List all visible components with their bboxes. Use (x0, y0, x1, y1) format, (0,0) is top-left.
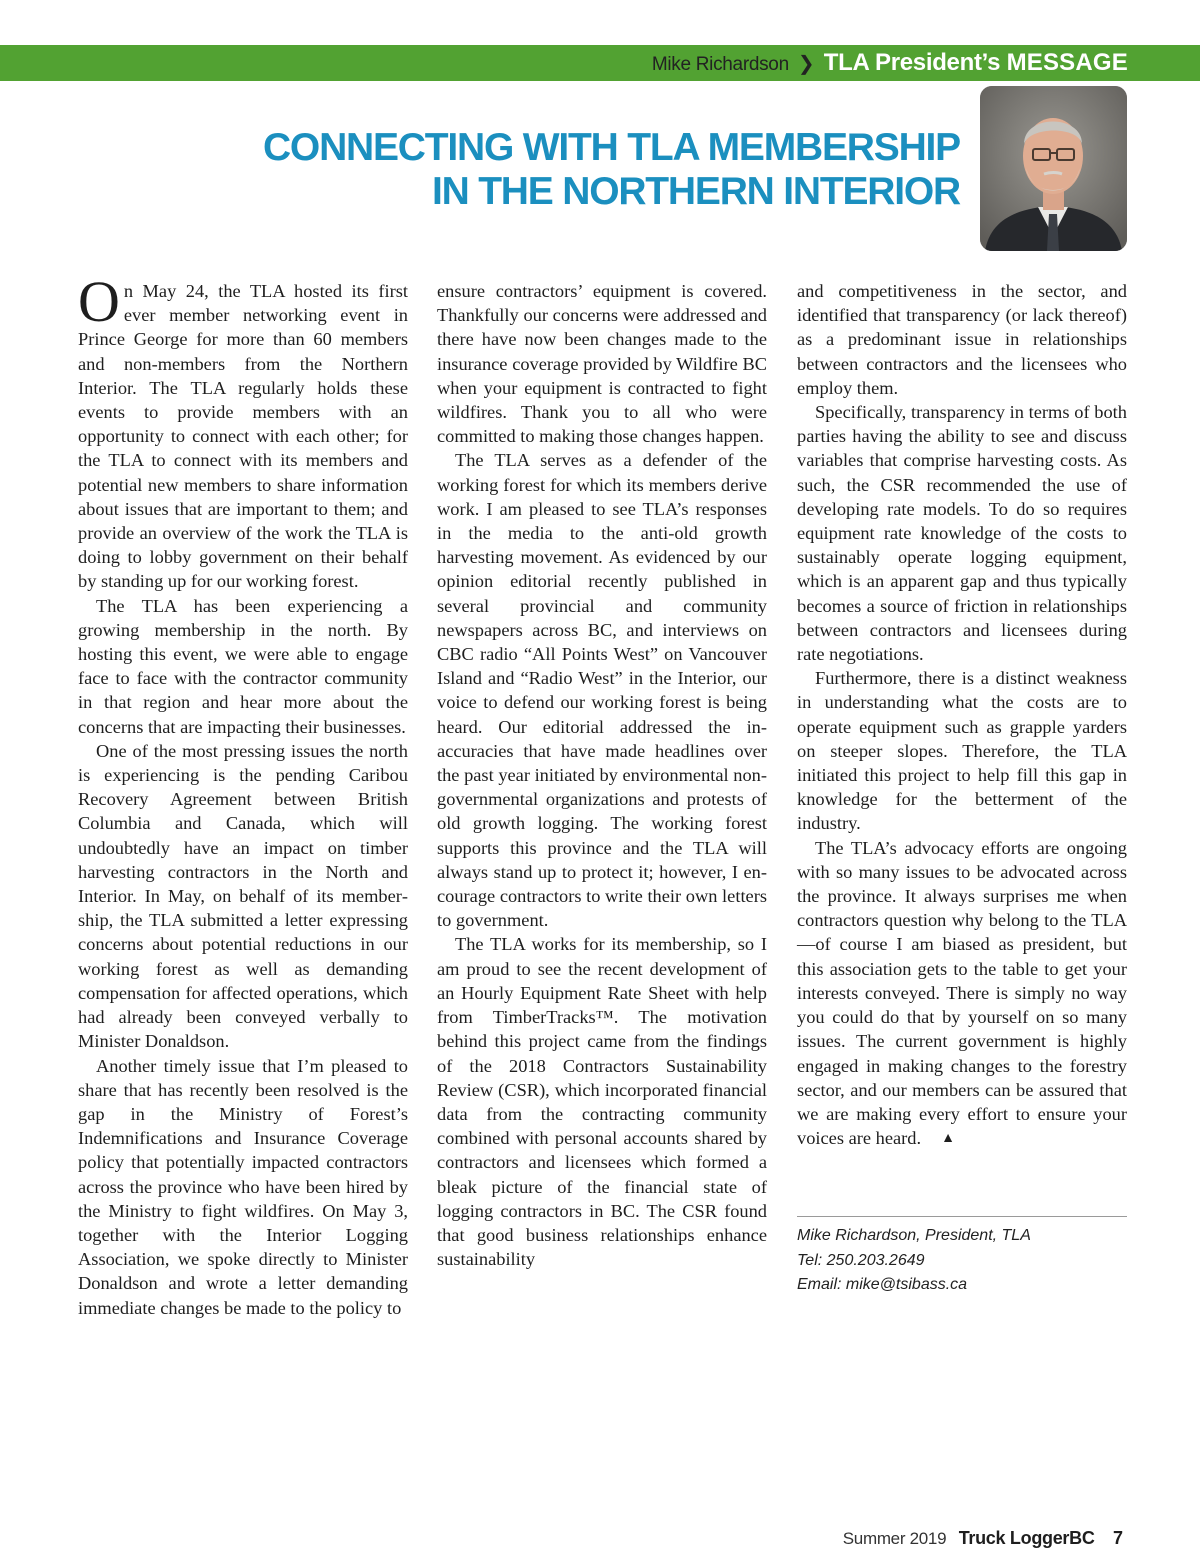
chevron-right-icon: ❯ (797, 53, 815, 75)
portrait-illustration (980, 86, 1127, 251)
article-column-2 (437, 279, 767, 1271)
article-paragraph: The TLA works for its membership, so I am proud to see the recent development of an Hourly Equipment Rate Sheet with help from TimberTracks™. The motivation behind this project came from the findings of the 2018 Contractors Sustainability Review (CSR), which incorporated financial data from the contracting community combined with personal accounts shared by contractors and licensees which formed a bleak picture of the financial state of logging contractors in BC. The CSR found that good business relationships enhance sustainability (437, 934, 767, 1270)
headline-line-1: CONNECTING WITH TLA MEMBERSHIP (262, 126, 960, 169)
article-paragraph: and competitiveness in the sector, and identified that transparency (or lack thereof) as a predominant issue in relationships between contractors and the licensees who employ them. (797, 281, 1127, 398)
paragraph-text: The TLA’s advocacy efforts are ongoing with so many issues to be advocated across the province. It always surprises me when contractors question why belong to the TLA—of course I am biased as president, but this association gets to the table to get your interests conveyed. There is simply no way you could do that by yourself on so many issues. The current government is highly engaged in making changes to the forestry sector, and our members can be assured that we are making every effort to ensure your voices are heard. (797, 837, 1127, 1149)
signature-phone: Tel: 250.203.2649 (797, 1251, 925, 1269)
drop-cap: O (78, 269, 120, 334)
article-paragraph: One of the most pressing issues the north is experiencing is the pending Caribou Recovery Agreement between British Columbia and Canada, which will undoubtedly have an impact on timber harvesting contractors in the North and Interior. In May, on behalf of its membership, the TLA submitted a letter expressing concerns about potential reductions in our working forest as well as demanding compensation for affected operations, which had already been conveyed verbally to Minister Donaldson. (78, 740, 408, 1052)
footer-issue: Summer 2019 (842, 1529, 947, 1548)
section-title-bold: MESSAGE (1006, 49, 1128, 76)
header-author-name: Mike Richardson (651, 54, 789, 75)
article-paragraph (78, 269, 408, 594)
signature-email: Email: mike@tsibass.ca (797, 1276, 968, 1293)
article-paragraph: The TLA has been experiencing a growing membership in the north. By hosting this event, we were able to engage face to face with the contractor community in that region and hear more about the concerns that are impacting their businesses. (78, 595, 408, 737)
article-paragraph: Furthermore, there is a distinct weakness in understanding what the costs are to operate equipment such as grapple yarders on steeper slopes. Therefore, the TLA initiated this project to help fill this gap in knowledge for the betterment of the industry. (797, 668, 1127, 834)
author-portrait (980, 86, 1127, 251)
article-column-1 (78, 269, 408, 1320)
article-paragraph: The TLA serves as a defender of the working forest for which its members derive work. I am pleased to see TLA’s responses in the media to the anti-old growth harvesting movement. As evidenced by our opinion editorial recently published in several provincial and community newspapers across BC, and interviews on CBC radio “All Points West” on Vancouver Island and “Radio West” in the Interior, our voice to defend our working forest is being heard. Our editorial addressed the inaccuracies that have made headlines over the past year initiated by environmental non-governmental organizations and protests of old growth logging. The working forest supports this province and the TLA will always stand up to protect it; however, I encourage contractors to write their own letters to government. (437, 450, 767, 931)
article-column-3 (797, 279, 1127, 1151)
tree-icon: ▲ (941, 1131, 955, 1147)
article-headline (60, 126, 960, 214)
article-paragraph: Another timely issue that I’m pleased to share that has recently been resolved is the gap in the Ministry of Forest’s Indemnifications and Insurance Coverage policy that potentially impacted contractors across the province who have been hired by the Ministry to fight wildfires. On May 3, together with the Interior Logging Association, we spoke directly to Minister Donaldson and wrote a letter demanding immediate changes be made to the policy to (78, 1055, 408, 1318)
page-number: 7 (1112, 1528, 1123, 1548)
section-title-main: TLA President’s (823, 49, 1001, 76)
article-paragraph: ensure contractors’ equipment is covered. Thankfully our concerns were addressed and there have now been changes made to the insurance coverage provided by Wildfire BC when your equipment is contracted to fight wildfires. Thank you to all who were committed to making those changes happen. (437, 281, 767, 447)
footer-magazine-name: Truck LoggerBC (958, 1528, 1095, 1548)
article-paragraph (797, 836, 1127, 1152)
signature-name: Mike Richardson, President, TLA (797, 1227, 1031, 1244)
paragraph-text: n May 24, the TLA hosted its first ever member networking event in Prince George for more than 60 members and non-members from the Northern Interior. The TLA regularly holds these events to provide members with an opportunity to connect with each other; for the TLA to connect with its members and potential new members to share information about issues that are important to them; and provide an overview of the work the TLA is doing to lobby government on their behalf by standing up for our working forest. (78, 281, 408, 592)
section-header-band (0, 45, 1200, 81)
author-signature-block (797, 1224, 1127, 1298)
section-breadcrumb (652, 45, 1128, 81)
section-title (824, 49, 1128, 76)
article-paragraph: Specifically, transparency in terms of both parties having the ability to see and discuss variables that comprise harvesting costs. As such, the CSR recommended the use of developing rate models. To do so requires equipment rate knowledge of the costs to sustainably operate logging equipment, which is an apparent gap and thus typically becomes a source of friction in relationships between contractors and licensees during rate negotiations. (797, 402, 1127, 665)
headline-line-2: IN THE NORTHERN INTERIOR (431, 170, 960, 213)
signature-divider (797, 1216, 1127, 1217)
page-footer (843, 1524, 1123, 1552)
